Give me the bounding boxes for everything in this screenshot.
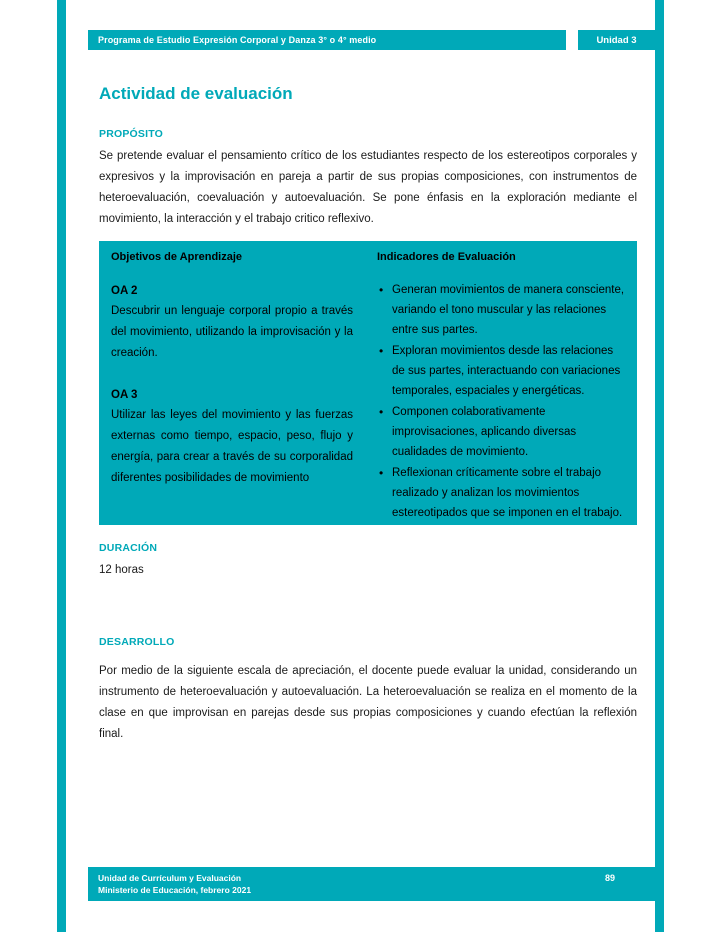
footer-org-line: Unidad de Currículum y Evaluación (98, 873, 242, 883)
right-border-strip (655, 0, 664, 932)
page-title: Actividad de evaluación (99, 84, 293, 103)
objectives-column (99, 241, 365, 525)
header-bar (88, 30, 566, 50)
objective-code: OA 3 (111, 389, 138, 401)
footer-bar (88, 867, 655, 901)
duracion-heading: DURACIÓN (99, 542, 158, 554)
list-item (377, 341, 625, 401)
objective-text: Descubrir un lenguaje corporal propio a través del movimiento, utilizando la improvisación y la creación. (111, 305, 353, 359)
objective-code: OA 2 (111, 285, 138, 297)
objectives-indicators-table (99, 241, 637, 525)
objective-block (111, 281, 353, 364)
unit-badge (578, 30, 655, 50)
indicator-text: Componen colaborativamente improvisaciones, aplicando diversas cualidades de movimiento. (392, 406, 577, 458)
proposito-body: Se pretende evaluar el pensamiento crítico de los estudiantes respecto de los estereotipos corporales y expresivos y la improvisación en pareja a partir de sus propias composiciones, con instrumentos de heteroevaluación, coevaluación y autoevaluación. Se pone énfasis en la exploración mediante el movimiento, la interacción y el trabajo critico reflexivo. (99, 150, 637, 225)
indicators-list (377, 280, 625, 523)
page-number: 89 (604, 873, 615, 883)
indicator-text: Reflexionan críticamente sobre el trabajo realizado y analizan los movimientos estereotipados que se imponen en el trabajo. (392, 467, 623, 519)
unit-badge-label: Unidad 3 (596, 34, 637, 46)
desarrollo-heading: DESARROLLO (99, 636, 175, 648)
objectives-column-header: Objetivos de Aprendizaje (111, 251, 243, 263)
proposito-heading: PROPÓSITO (99, 128, 164, 140)
indicator-text: Generan movimientos de manera consciente, variando el tono muscular y las relaciones entre sus partes. (392, 284, 625, 336)
list-item (377, 463, 625, 523)
header-program-title: Programa de Estudio Expresión Corporal y Danza 3° o 4° medio (98, 35, 377, 45)
duracion-body: 12 horas (99, 564, 144, 576)
indicator-text: Exploran movimientos desde las relaciones de sus partes, interactuando con variaciones temporales, espaciales y energéticas. (392, 345, 621, 397)
objective-block (111, 385, 353, 489)
indicators-column (365, 241, 637, 525)
content-area (99, 128, 637, 745)
left-border-strip (57, 0, 66, 932)
desarrollo-body: Por medio de la siguiente escala de apreciación, el docente puede evaluar la unidad, considerando un instrumento de heteroevaluación y autoevaluación. La heteroevaluación se realiza en el momento de la clase en que improvisan en parejas desde sus propias composiciones y cuando efectúan la reflexión final. (99, 665, 637, 740)
footer-ministry-line: Ministerio de Educación, febrero 2021 (98, 885, 252, 895)
list-item (377, 280, 625, 340)
objective-text: Utilizar las leyes del movimiento y las fuerzas externas como tiempo, espacio, peso, flujo y energía, para crear a través de su corporalidad diferentes posibilidades de movimiento (111, 409, 353, 484)
indicators-column-header: Indicadores de Evaluación (377, 251, 516, 263)
list-item (377, 402, 625, 462)
